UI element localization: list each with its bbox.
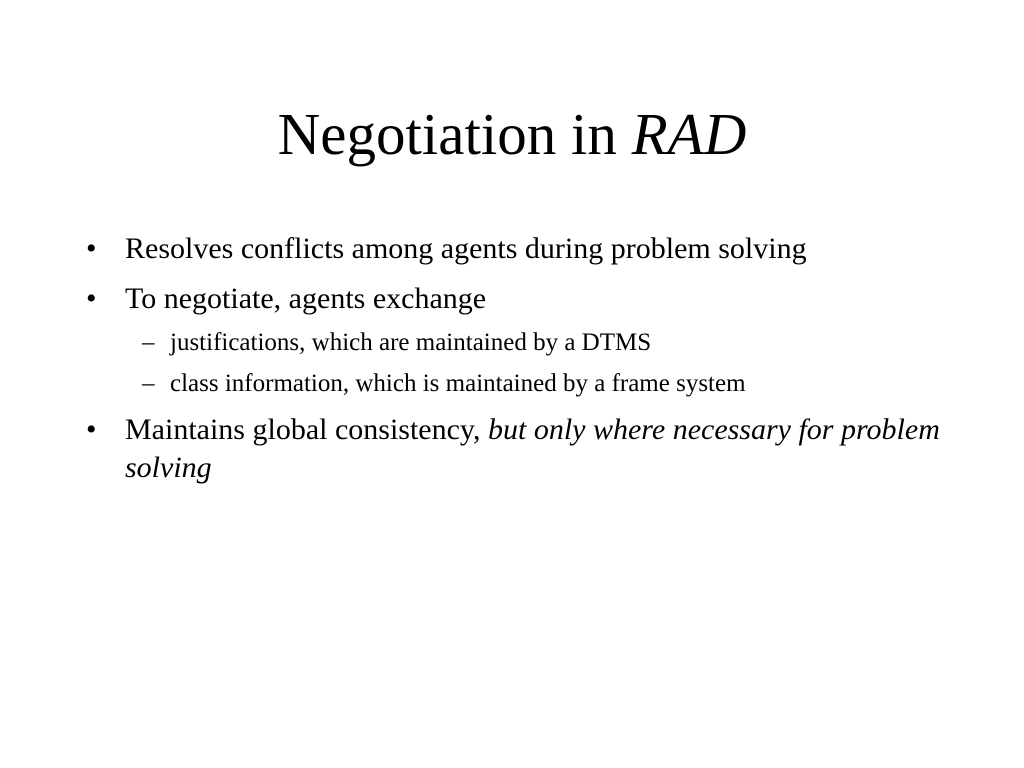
bullet-text-italic: but only where necessary for problem solving	[125, 413, 940, 484]
sub-bullet-text: justifications, which are maintained by a DTMS	[170, 329, 652, 356]
bullet-marker: •	[86, 282, 97, 315]
bullet-text	[125, 411, 945, 487]
bullet-text: Resolves conflicts among agents during problem solving	[125, 232, 807, 265]
bullet-text: To negotiate, agents exchange	[125, 282, 487, 315]
bullet-marker: •	[86, 413, 97, 446]
bullet-marker: •	[86, 232, 97, 265]
bullet-text-plain: Maintains global consistency,	[125, 413, 488, 446]
sub-bullet-marker: –	[142, 329, 155, 356]
slide-title-plain: Negotiation in	[277, 101, 632, 167]
sub-bullet-text: class information, which is maintained by a frame system	[170, 370, 746, 397]
slide-title-italic: RAD	[631, 101, 747, 167]
sub-bullet-marker: –	[142, 370, 155, 397]
